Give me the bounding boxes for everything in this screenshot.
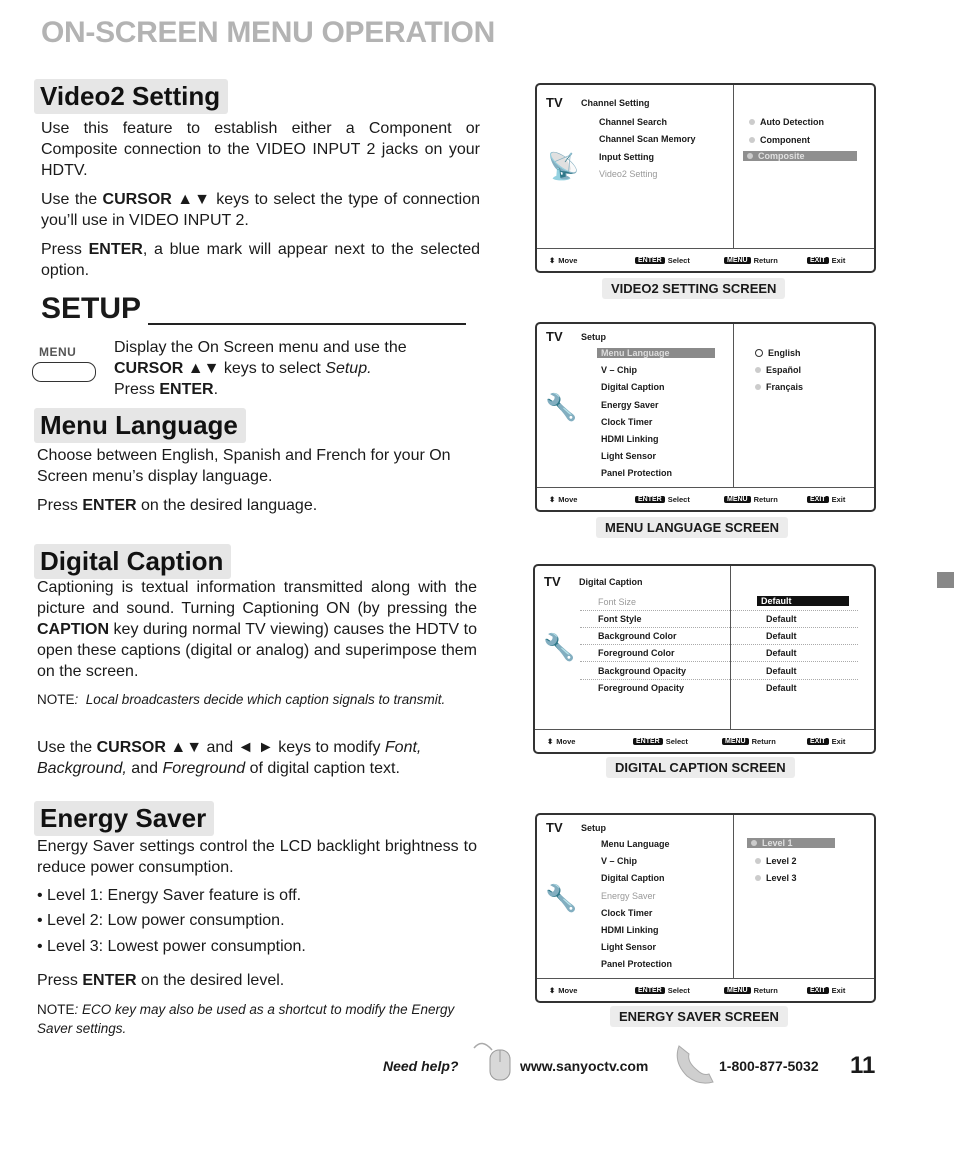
menu-item[interactable]: HDMI Linking	[601, 434, 659, 444]
option[interactable]: English	[755, 348, 801, 358]
menu-item[interactable]: Font Style	[598, 614, 642, 624]
exit-hint: EXIT Exit	[807, 986, 845, 995]
energy-saver-bullet3: • Level 3: Lowest power consumption.	[37, 938, 306, 955]
value[interactable]: Default	[766, 648, 797, 658]
option-selected[interactable]: Level 1	[747, 838, 835, 848]
value-selected[interactable]: Default	[757, 596, 849, 606]
menu-item[interactable]: Clock Timer	[601, 417, 653, 427]
menu-item[interactable]: V – Chip	[601, 856, 638, 866]
digital-caption-p1: Captioning is textual information transmitted along with the picture and sound. Turning Captioning ON (by pressing the CAPTION key during normal TV viewing) causes the HDTV to open these captions (digital or analog) and superimpose them on the screen.	[37, 579, 477, 680]
help-text: Need help?	[383, 1058, 459, 1074]
select-hint: ENTER Select	[635, 256, 690, 265]
phone-icon	[673, 1042, 715, 1086]
video2-p2: Use the CURSOR ▲▼ keys to select the type of connection you’ll use in VIDEO INPUT 2.	[41, 191, 481, 229]
menu-item[interactable]: Background Opacity	[598, 666, 687, 676]
setup-line1: Display the On Screen menu and use the	[114, 339, 407, 356]
option[interactable]: Français	[755, 382, 803, 392]
setup-line2: CURSOR ▲▼ keys to select Setup.	[114, 360, 372, 377]
move-hint: ⬍ Move	[547, 737, 576, 746]
menu-item[interactable]: Video2 Setting	[599, 169, 658, 179]
wrench-icon: 🔧	[543, 632, 576, 662]
value[interactable]: Default	[766, 631, 797, 641]
menu-title: Digital Caption	[579, 577, 643, 587]
exit-hint: EXIT Exit	[807, 256, 845, 265]
digital-caption-heading: Digital Caption	[34, 544, 231, 579]
return-hint: MENU Return	[724, 495, 778, 504]
menu-item[interactable]: Foreground Opacity	[598, 683, 685, 693]
select-hint: ENTER Select	[633, 737, 688, 746]
menu-item[interactable]: Foreground Color	[598, 648, 675, 658]
tv-label: TV	[546, 95, 563, 110]
menu-title: Channel Setting	[581, 98, 650, 108]
digital-caption-screen-caption: DIGITAL CAPTION SCREEN	[606, 757, 795, 778]
value[interactable]: Default	[766, 666, 797, 676]
option[interactable]: Español	[755, 365, 801, 375]
video2-screen-caption: VIDEO2 SETTING SCREEN	[602, 278, 785, 299]
menu-item[interactable]: Font Size	[598, 597, 637, 607]
menu-item[interactable]: Panel Protection	[601, 468, 673, 478]
setup-heading: SETUP	[41, 292, 142, 325]
energy-saver-p2: Press ENTER on the desired level.	[37, 972, 285, 989]
tv-label: TV	[544, 574, 561, 589]
digital-caption-screen	[533, 564, 876, 754]
value[interactable]: Default	[766, 683, 797, 693]
move-hint: ⬍ Move	[549, 986, 578, 995]
video2-heading: Video2 Setting	[34, 79, 228, 114]
option[interactable]: Component	[749, 135, 810, 145]
energy-saver-bullet1: • Level 1: Energy Saver feature is off.	[37, 887, 302, 904]
menu-item[interactable]: Light Sensor	[601, 451, 657, 461]
menu-title: Setup	[581, 332, 607, 342]
wrench-icon: 🔧	[545, 883, 578, 913]
energy-saver-screen	[535, 813, 876, 1003]
energy-saver-p1: Energy Saver settings control the LCD backlight brightness to reduce power consumption.	[37, 838, 477, 876]
menu-item[interactable]: Menu Language	[601, 839, 670, 849]
menu-key-icon: MENU	[32, 345, 98, 385]
phone-number: 1-800-877-5032	[719, 1058, 819, 1074]
menu-item[interactable]: Energy Saver	[601, 891, 656, 901]
menu-item[interactable]: Channel Scan Memory	[599, 134, 696, 144]
website-link[interactable]: www.sanyoctv.com	[520, 1058, 649, 1074]
side-tab-marker	[937, 572, 954, 588]
option[interactable]: Level 3	[755, 873, 797, 883]
menu-language-p2: Press ENTER on the desired language.	[37, 497, 318, 514]
tv-label: TV	[546, 329, 563, 344]
menu-item[interactable]: Channel Search	[599, 117, 668, 127]
menu-title: Setup	[581, 823, 607, 833]
menu-item[interactable]: Panel Protection	[601, 959, 673, 969]
select-hint: ENTER Select	[635, 986, 690, 995]
menu-language-p1: Choose between English, Spanish and French for your On Screen menu’s display language.	[37, 447, 451, 485]
satellite-icon: 📡	[547, 151, 580, 181]
energy-saver-bullet2: • Level 2: Low power consumption.	[37, 912, 285, 929]
menu-item[interactable]: HDMI Linking	[601, 925, 659, 935]
tv-label: TV	[546, 820, 563, 835]
energy-saver-screen-caption: ENERGY SAVER SCREEN	[610, 1006, 788, 1027]
menu-item[interactable]: Digital Caption	[601, 873, 665, 883]
setup-rule	[148, 323, 466, 325]
menu-item-selected[interactable]: Menu Language	[597, 348, 715, 358]
return-hint: MENU Return	[724, 256, 778, 265]
digital-caption-note: NOTE: Local broadcasters decide which caption signals to transmit.	[37, 692, 446, 707]
menu-language-heading: Menu Language	[34, 408, 246, 443]
setup-line3: Press ENTER.	[114, 381, 219, 398]
mouse-icon	[472, 1038, 512, 1082]
energy-saver-heading: Energy Saver	[34, 801, 214, 836]
menu-item[interactable]: Digital Caption	[601, 382, 665, 392]
select-hint: ENTER Select	[635, 495, 690, 504]
menu-language-screen	[535, 322, 876, 512]
video2-p1: Use this feature to establish either a Component or Composite connection to the VIDEO INPUT 2 jacks on your HDTV.	[41, 120, 480, 179]
menu-item[interactable]: Light Sensor	[601, 942, 657, 952]
option[interactable]: Auto Detection	[749, 117, 824, 127]
menu-item[interactable]: V – Chip	[601, 365, 638, 375]
option-selected[interactable]: Composite	[743, 151, 857, 161]
value[interactable]: Default	[766, 614, 797, 624]
menu-item[interactable]: Input Setting	[599, 152, 654, 162]
move-hint: ⬍ Move	[549, 495, 578, 504]
wrench-icon: 🔧	[545, 392, 578, 422]
menu-item[interactable]: Clock Timer	[601, 908, 653, 918]
exit-hint: EXIT Exit	[807, 495, 845, 504]
menu-item[interactable]: Background Color	[598, 631, 677, 641]
page-title: ON-SCREEN MENU OPERATION	[41, 16, 495, 49]
video2-p3: Press ENTER, a blue mark will appear next to the selected option.	[41, 241, 480, 279]
digital-caption-p2: Use the CURSOR ▲▼ and ◄ ► keys to modify Font, Background, and Foreground of digital caption text.	[37, 739, 422, 777]
menu-language-screen-caption: MENU LANGUAGE SCREEN	[596, 517, 788, 538]
menu-item[interactable]: Energy Saver	[601, 400, 659, 410]
option[interactable]: Level 2	[755, 856, 797, 866]
energy-saver-note: NOTE: ECO key may also be used as a shortcut to modify the Energy Saver settings.	[37, 1002, 455, 1036]
return-hint: MENU Return	[722, 737, 776, 746]
move-hint: ⬍ Move	[549, 256, 578, 265]
page-number: 11	[850, 1052, 876, 1079]
exit-hint: EXIT Exit	[807, 737, 845, 746]
return-hint: MENU Return	[724, 986, 778, 995]
video2-setting-screen	[535, 83, 876, 273]
